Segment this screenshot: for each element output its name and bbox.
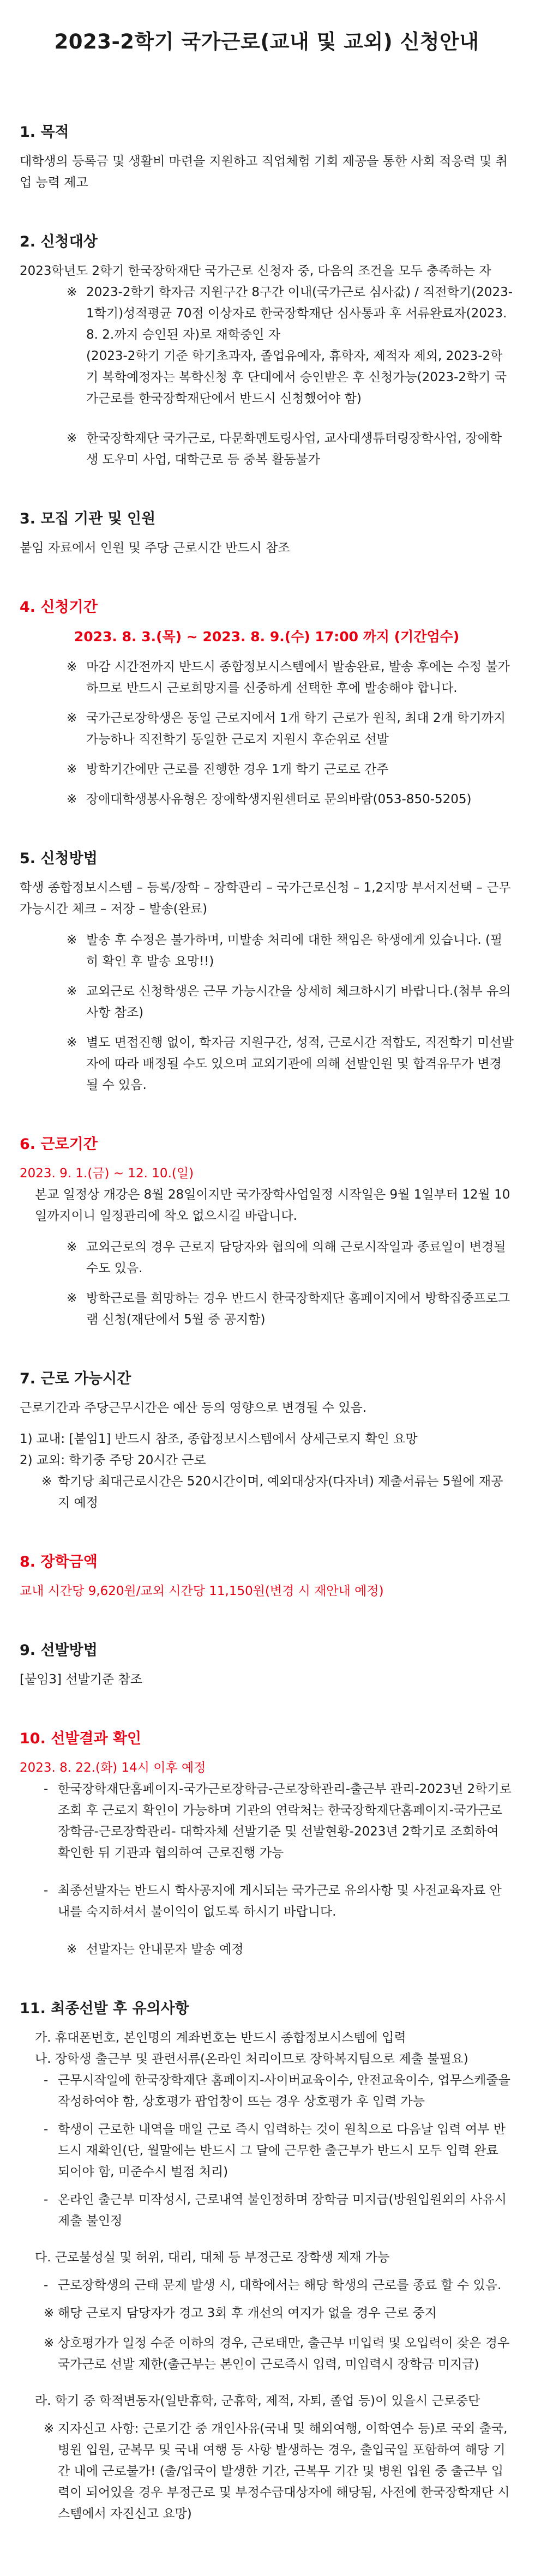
note-item: ※ 해당 근로지 담당자가 경고 3회 후 개선의 여지가 없을 경우 근로 중지 [20, 2303, 514, 2324]
section-precautions [20, 1996, 514, 2525]
note-item: ※ 장애대학생봉사유형은 장애학생지원센터로 문의바람(053-850-5205) [20, 789, 514, 810]
dash-item: - 학생이 근로한 내역을 매일 근로 즉시 입력하는 것이 원칙으로 다음날 입력 여부 반드시 재확인(단, 월말에는 반드시 그 달에 근무한 출근부가 반드시 모두 입력 완료 되어야 함, 미준수시 벌점 처리) [44, 2122, 506, 2179]
reference-mark-icon: ※ [67, 660, 77, 674]
note-item: ※ 방학근로를 희망하는 경우 반드시 한국장학재단 홈페이지에서 방학집중프로그램 신청(재단에서 5월 중 공지함) [20, 1288, 514, 1331]
result-date: 2023. 8. 22.(화) 14시 이후 예정 [20, 1761, 206, 1775]
dash-item: - 온라인 출근부 미작성시, 근로내역 불인정하며 장학금 미지급(방원입원외의 사유시제출 불인정 [44, 2193, 507, 2228]
section-body: 2023학년도 2학기 한국장학재단 국가근로 신청자 중, 다음의 조건을 모두 충족하는 자 [20, 264, 491, 278]
reference-mark-icon: ※ [67, 711, 77, 725]
note-item: ※ 한국장학재단 국가근로, 다문화멘토링사업, 교사대생튜터링장학사업, 장애학생 도우미 사업, 대학근로 등 중복 활동불가 [20, 428, 514, 471]
section-heading: 3. 모집 기관 및 인원 [20, 510, 156, 527]
reference-mark-icon: ※ [67, 285, 77, 299]
note-item: ※ 방학기간에만 근로를 진행한 경우 1개 학기 근로로 간주 [20, 759, 514, 780]
work-period-date: 2023. 9. 1.(금) ~ 12. 10.(일) [20, 1166, 194, 1181]
section-purpose [20, 120, 514, 194]
note-item: ※ 교외근로의 경우 근로지 담당자와 협의에 의해 근로시작일과 종료일이 변경될 수도 있음. [20, 1237, 514, 1279]
section-heading: 10. 선발결과 확인 [20, 1730, 142, 1747]
section-body: [붙임3] 선발기준 참조 [20, 1672, 142, 1687]
note-item: ※ 지자신고 사항: 근로기간 중 개인사유(국내 및 해외여행, 이학연수 등)로 국외 출국, 병원 입원, 군복무 및 국내 여행 등 사항 발생하는 경우, 출입국일 포함하여 해당 기간 내에 근로불가! (출/입국이 발생한 기간, 근복무 기간 및 병원 입원 중 출근부 입력이 되어있을 경우 부정근로 및 부정수급대상자에 해당됨, 사전에 한국장학재단 시스템에서 자진신고 요망) [20, 2418, 514, 2525]
section-recruiting [20, 507, 514, 559]
note-item: ※ 2023-2학기 학자금 지원구간 8구간 이내(국가근로 심사값) / 직전학기(2023-1학기)성적평균 70점 이상자로 한국장학재단 심사통과 후 서류완료자(2023. 8. 2.까지 승인된 자)로 재학중인 자 (2023-2학기 기준 학기초과자, 졸업유예자, 휴학자, 제적자 제외, 2023-2학기 복학예정자는 복학신청 후 단대에서 승인받은 후 신청가능(2023-2학기 국가근로를 한국장학재단에서 반드시 신청했어야 함) [20, 282, 514, 410]
section-result-check [20, 1726, 514, 1960]
section-eligibility [20, 230, 514, 471]
section-scholarship-amount [20, 1550, 514, 1602]
reference-mark-icon: ※ [67, 431, 77, 446]
sub-item: 나. 장학생 출근부 및 관련서류(온라인 처리이므로 장학복지팀으로 제출 불필요) [35, 2052, 468, 2066]
note-item: ※ 학기당 최대근로시간은 520시간이며, 예외대상자(다자녀) 제출서류는 5월에 재공지 예정 [20, 1471, 514, 1514]
section-heading: 2. 신청대상 [20, 233, 98, 250]
page-title: 2023-2학기 국가근로(교내 및 교외) 신청안내 [54, 30, 479, 53]
note-item: ※ 마감 시간전까지 반드시 종합정보시스템에서 발송완료, 발송 후에는 수정 불가하므로 반드시 근로희망지를 신중하게 선택한 후에 발송해야 합니다. [20, 657, 514, 699]
section-body: 대학생의 등록금 및 생활비 마련을 지원하고 직업체험 기회 제공을 통한 사회 적응력 및 취업 능력 제고 [20, 154, 508, 190]
section-selection-method [20, 1638, 514, 1690]
note-item: ※ 상호평가가 일정 수준 이하의 경우, 근로태만, 출근부 미입력 및 오입력이 잦은 경우 국가근로 선발 제한(출근부는 본인이 근로즉시 입력, 미입력시 장학금 미지급) [20, 2333, 514, 2375]
section-body: 학생 종합정보시스템 – 등록/장학 – 장학관리 – 국가근로신청 – 1,2지망 부서지선택 – 근무 가능시간 체크 – 저장 – 발송(완료) [20, 881, 511, 916]
apply-period-date: 2023. 8. 3.(목) ~ 2023. 8. 9.(수) 17:00 까지 (기간엄수) [74, 629, 460, 645]
dash-item: - 근로장학생의 근태 문제 발생 시, 대학에서는 해당 학생의 근로를 종료 할 수 있음. [44, 2278, 502, 2292]
reference-mark-icon: ※ [41, 1474, 52, 1489]
note-item: ※ 교외근로 신청학생은 근무 가능시간을 상세히 체크하시기 바랍니다.(첨부 유의사항 참조) [20, 981, 514, 1024]
section-body: 근로기간과 주당근무시간은 예산 등의 영향으로 변경될 수 있음. [20, 1401, 367, 1415]
reference-mark-icon: ※ [67, 933, 77, 947]
section-apply-method [20, 846, 514, 1096]
reference-mark-icon: ※ [67, 1240, 77, 1254]
reference-mark-icon: ※ [44, 2306, 55, 2320]
section-heading: 8. 장학금액 [20, 1554, 98, 1570]
section-body: 교내 시간당 9,620원/교외 시간당 11,150원(변경 시 재안내 예정) [20, 1584, 384, 1598]
reference-mark-icon: ※ [44, 2336, 55, 2350]
reference-mark-icon: ※ [67, 1036, 77, 1050]
section-apply-period [20, 595, 514, 810]
reference-mark-icon: ※ [67, 984, 77, 998]
sub-item: 다. 근로불성실 및 허위, 대리, 대체 등 부정근로 장학생 제재 가능 [35, 2250, 390, 2265]
section-heading: 9. 선발방법 [20, 1642, 98, 1659]
reference-mark-icon: ※ [67, 762, 77, 777]
section-heading: 1. 목적 [20, 124, 69, 141]
reference-mark-icon: ※ [67, 1291, 77, 1305]
section-heading: 5. 신청방법 [20, 850, 98, 867]
note-item: ※ 선발자는 안내문자 발송 예정 [20, 1939, 514, 1960]
reference-mark-icon: ※ [44, 2422, 55, 2436]
section-work-period [20, 1132, 514, 1331]
section-body: 본교 일정상 개강은 8월 28일이지만 국가장학사업일정 시작일은 9월 1일부터 12월 10일까지이니 일정관리에 착오 없으시길 바랍니다. [35, 1188, 510, 1223]
section-heading: 7. 근로 가능시간 [20, 1370, 131, 1387]
dash-item: - 한국장학재단홈페이지-국가근로장학금-근로장학관리-출근부 관리-2023년 2학기로 조회 후 근로지 확인이 가능하며 기관의 연락처는 한국장학재단홈페이지-국가근로장학금-근로장학관리- 대학자체 선발기준 및 선발현황-2023년 2학기로 조회하여 확인한 뒤 기관과 협의하여 근로진행 가능 [44, 1782, 512, 1860]
sub-item: 가. 휴대폰번호, 본인명의 계좌번호는 반드시 종합정보시스템에 입력 [35, 2031, 406, 2045]
list-item: 2) 교외: 학기중 주당 20시간 근로 [20, 1453, 206, 1467]
section-heading: 11. 최종선발 후 유의사항 [20, 2000, 189, 2017]
dash-item: - 근무시작일에 한국장학재단 홈페이지-사이버교육이수, 안전교육이수, 업무스케줄을 작성하여야 함, 상호평가 팝업창이 뜨는 경우 상호평가 후 입력 가능 [44, 2073, 510, 2109]
section-work-hours [20, 1367, 514, 1514]
reference-mark-icon: ※ [67, 1942, 77, 1957]
sub-item: 라. 학기 중 학적변동자(일반휴학, 군휴학, 제적, 자퇴, 졸업 등)이 있을시 근로중단 [35, 2394, 480, 2408]
note-item: ※ 발송 후 수정은 불가하며, 미발송 처리에 대한 책임은 학생에게 있습니다. (필히 확인 후 발송 요망!!) [20, 930, 514, 972]
section-body: 붙임 자료에서 인원 및 주당 근로시간 반드시 참조 [20, 541, 290, 555]
section-heading: 4. 신청기간 [20, 599, 98, 616]
dash-item: - 최종선발자는 반드시 학사공지에 게시되는 국가근로 유의사항 및 사전교육자료 안내를 숙지하셔서 불이익이 없도록 하시기 바랍니다. [44, 1883, 502, 1919]
section-heading: 6. 근로기간 [20, 1136, 98, 1153]
reference-mark-icon: ※ [67, 792, 77, 806]
list-item: 1) 교내: [붙임1] 반드시 참조, 종합정보시스템에서 상세근로지 확인 요망 [20, 1432, 418, 1446]
note-item: ※ 별도 면접진행 없이, 학자금 지원구간, 성적, 근로시간 적합도, 직전학기 미선발자에 따라 배정될 수도 있으며 교외기관에 의해 선발인원 및 합격유무가 변경될 수 있음. [20, 1032, 514, 1096]
note-item: ※ 국가근로장학생은 동일 근로지에서 1개 학기 근로가 원칙, 최대 2개 학기까지 가능하나 직전학기 동일한 근로지 지원시 후순위로 선발 [20, 708, 514, 750]
